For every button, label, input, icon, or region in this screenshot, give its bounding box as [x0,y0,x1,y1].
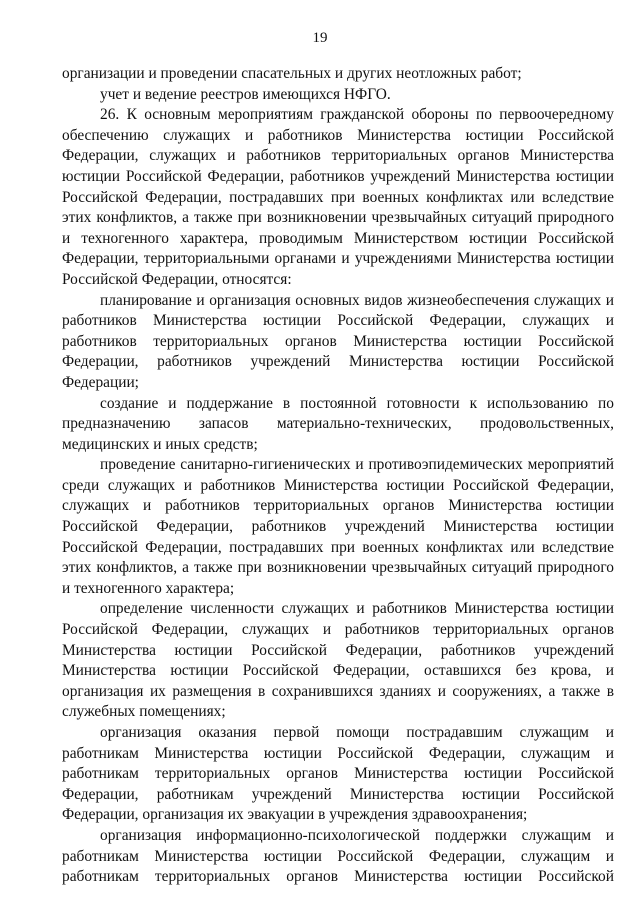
page-number: 19 [312,30,328,46]
paragraph-item-26: 26. К основным мероприятиям гражданской обороны по первоочередному обеспечению служащих и работников Министерства юстиции Российской Федерации, служащих и работников территориальных органов Министерства юстиции Российской Федерации, работников учреждений Министерства юстиции Российской Федерации, пострадавших при военных конфликтах или вследствие этих конфликтов, а также при возникновении чрезвычайных ситуаций природного и техногенного характера, проводимым Министерством юстиции Российской Федерации, территориальными органами и учреждениями Министерства юстиции Российской Федерации, относятся: [62,106,614,288]
paragraph-reserves: создание и поддержание в постоянной готовности к использованию по предназначению запасов материально-технических, продовольственных, медицинских и иных средств; [62,394,614,453]
paragraph-continuation: организации и проведении спасательных и других неотложных работ; [62,65,522,82]
paragraph-housing: определение численности служащих и работников Министерства юстиции Российской Федерации, служащих и работников территориальных органов Министерства юстиции Российской Федерации, работников учреждений Министерства юстиции Российской Федерации, оставшихся без крова, и организация их размещения в сохранившихся зданиях и сооружениях, а также в служебных помещениях; [62,600,614,721]
paragraph-registry: учет и ведение реестров имеющихся НФГО. [100,85,391,103]
paragraph-planning: планирование и организация основных видов жизнеобеспечения служащих и работников Министерства юстиции Российской Федерации, служащих и работников территориальных органов Министерства юстиции Российской Федерации, работников учреждений Министерства юстиции Российской Федерации; [62,291,614,391]
paragraph-first-aid: организация оказания первой помощи пострадавшим служащим и работникам Министерства юстиции Российской Федерации, служащим и работникам территориальных органов Министерства юстиции Российской Федерации, работникам учреждений Министерства юстиции Российской Федерации, организация их эвакуации в учреждения здравоохранения; [62,724,614,824]
document-body [62,64,614,888]
paragraph-psychological-support: организация информационно-психологической поддержки служащим и работникам Министерства юстиции Российской Федерации, служащим и работникам территориальных органов Министерства юстиции Российской [62,826,614,886]
paragraph-sanitary: проведение санитарно-гигиенических и противоэпидемических мероприятий среди служащих и работников Министерства юстиции Российской Федерации, служащих и работников территориальных органов Министерства юстиции Российской Федерации, работников учреждений Министерства юстиции Российской Федерации, пострадавших при военных конфликтах или вследствие этих конфликтов, а также при возникновении чрезвычайных ситуаций природного и техногенного характера; [62,456,614,597]
